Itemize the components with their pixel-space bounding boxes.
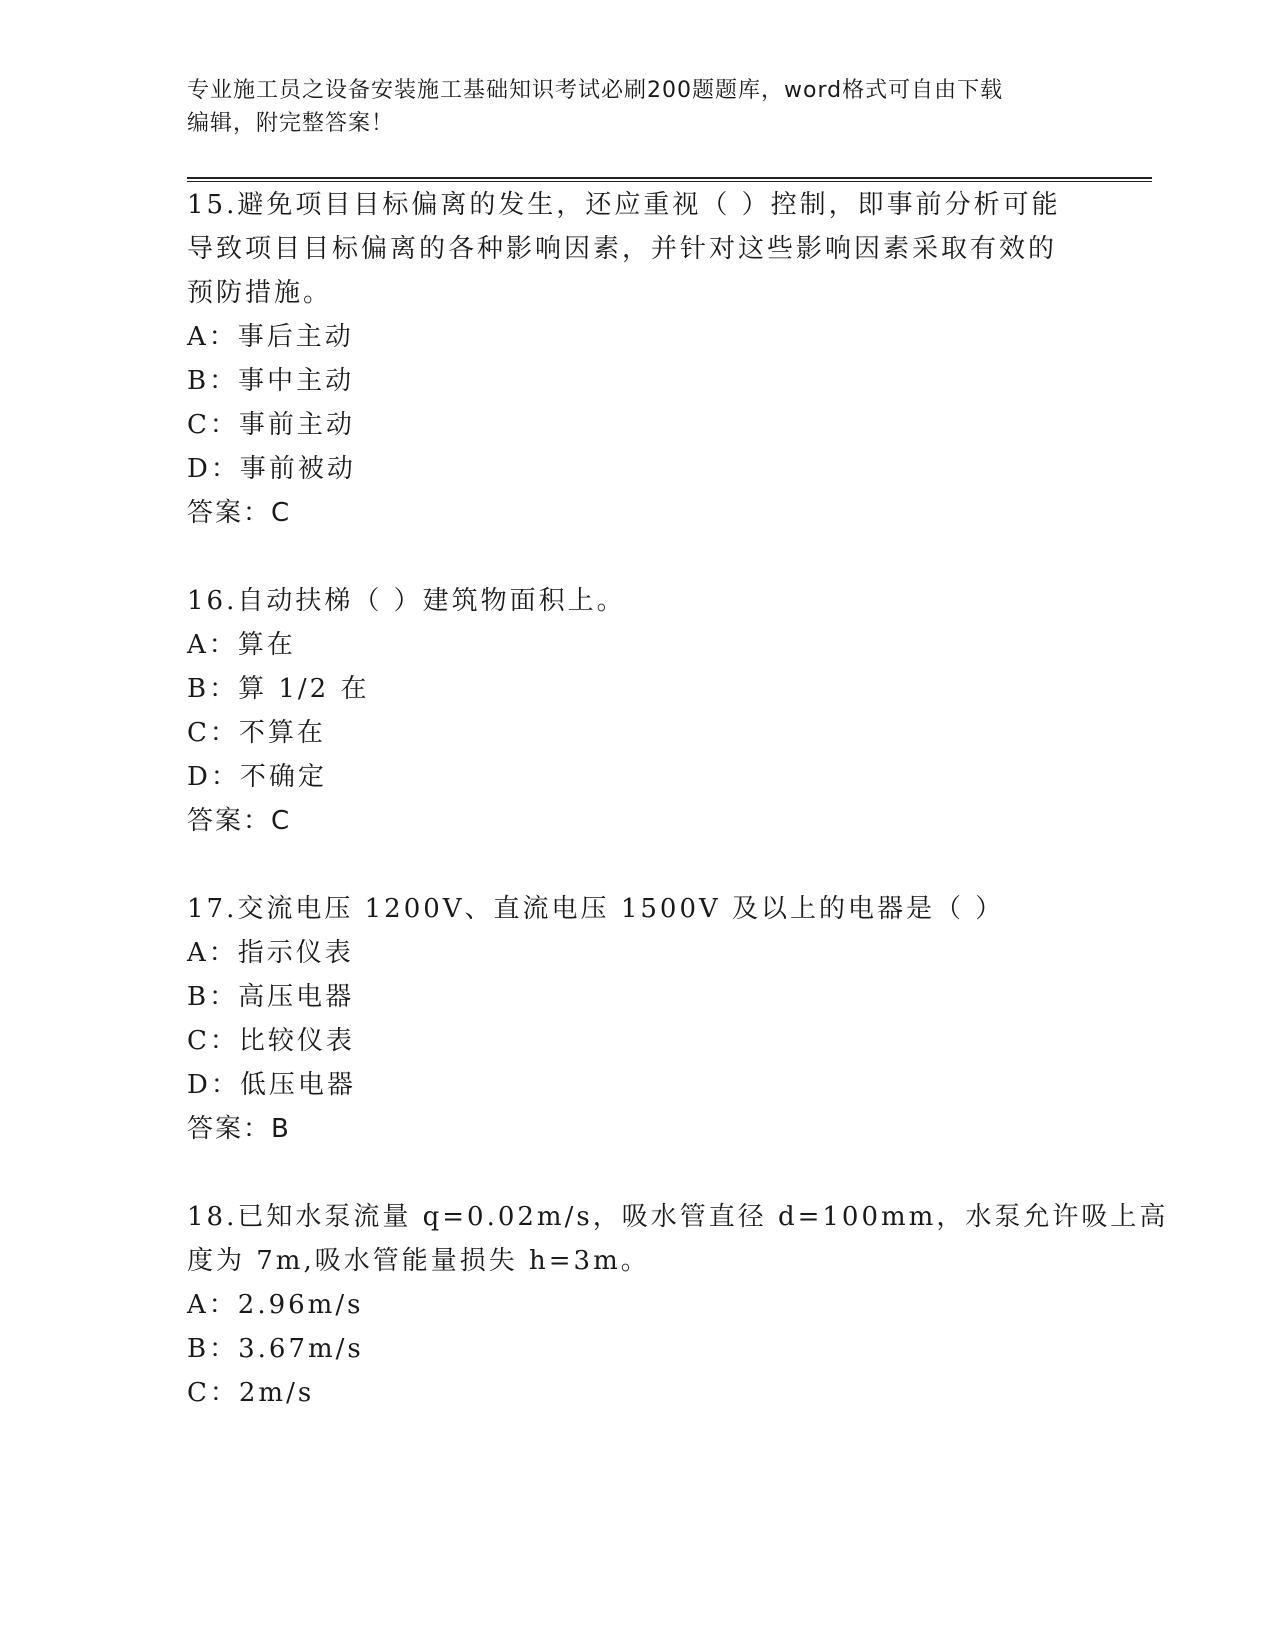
document-header: [187, 74, 1087, 140]
question-15-stem: 预防措施。: [187, 278, 333, 308]
header-line: 专业施工员之设备安装施工基础知识考试必刷200题题库，word格式可自由下载: [187, 78, 1004, 103]
header-line: 编辑，附完整答案！: [187, 111, 395, 136]
question-17-option-b: B：高压电器: [187, 982, 355, 1012]
question-16-stem: 16.自动扶梯（ ）建筑物面积上。: [187, 586, 626, 616]
question-15-option-d: D：事前被动: [187, 454, 356, 484]
question-16-option-a: A：算在: [187, 630, 296, 660]
question-17-stem: 17.交流电压 1200V、直流电压 1500V 及以上的电器是（ ）: [187, 894, 1005, 924]
question-15-option-c: C：事前主动: [187, 410, 355, 440]
question-15-option-b: B：事中主动: [187, 366, 355, 396]
question-16-option-c: C：不算在: [187, 718, 326, 748]
question-18-stem: 度为 7m,吸水管能量损失 h=3m。: [187, 1246, 650, 1276]
question-16-option-d: D：不确定: [187, 762, 327, 792]
question-16-answer: 答案：C: [187, 806, 292, 836]
question-18-option-a: A：2.96m/s: [187, 1290, 364, 1320]
question-15-stem: 导致项目目标偏离的各种影响因素，并针对这些影响因素采取有效的: [187, 234, 1058, 264]
question-15-option-a: A：事后主动: [187, 322, 354, 352]
question-18-option-b: B：3.67m/s: [187, 1334, 364, 1364]
header-divider: [187, 181, 1152, 182]
question-18-stem: 18.已知水泵流量 q=0.02m/s，吸水管直径 d=100mm，水泵允许吸上高: [187, 1202, 1169, 1232]
question-16-option-b: B：算 1/2 在: [187, 674, 370, 704]
question-17-option-c: C：比较仪表: [187, 1026, 355, 1056]
question-17-answer: 答案：B: [187, 1114, 291, 1144]
question-17-option-a: A：指示仪表: [187, 938, 354, 968]
question-17-option-d: D：低压电器: [187, 1070, 356, 1100]
question-15-answer: 答案：C: [187, 498, 292, 528]
question-15-stem: 15.避免项目目标偏离的发生，还应重视（ ）控制，即事前分析可能: [187, 190, 1061, 220]
question-18-option-c: C：2m/s: [187, 1378, 315, 1408]
header-divider: [187, 177, 1152, 179]
